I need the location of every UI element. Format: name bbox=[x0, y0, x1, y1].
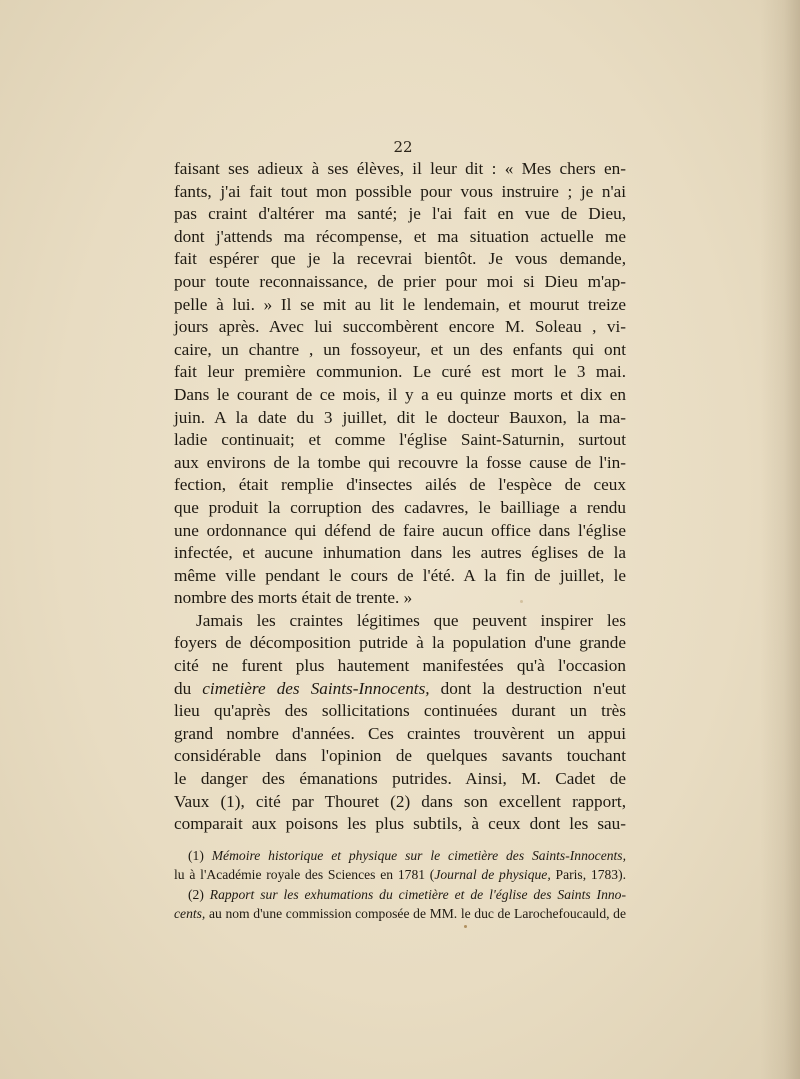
text-fragment: au nom d'une commission composée de MM. le duc de Larochefoucauld, de bbox=[205, 906, 626, 922]
footnote-1-cont bbox=[174, 865, 626, 884]
text-line: fait leur première communion. Le curé est mort le 3 mai. bbox=[174, 362, 626, 382]
paper-speck bbox=[520, 600, 523, 603]
text-line: grand nombre d'années. Ces craintes trouvèrent un appui bbox=[174, 723, 626, 743]
text-line: considérable dans l'opinion de quelques savants touchant bbox=[174, 746, 626, 766]
text-line: le danger des émanations putrides. Ainsi, M. Cadet de bbox=[174, 769, 626, 789]
text-line: foyers de décomposition putride à la population d'une grande bbox=[174, 633, 626, 653]
text-line: ladie continuait; et comme l'église Saint-Saturnin, surtout bbox=[174, 430, 626, 450]
text-line: fants, j'ai fait tout mon possible pour vous instruire ; je n'ai bbox=[174, 181, 626, 201]
text-fragment: du bbox=[174, 678, 203, 698]
text-line: juin. A la date du 3 juillet, dit le docteur Bauxon, la ma- bbox=[174, 407, 626, 427]
paper-speck bbox=[464, 925, 467, 928]
text-line: même ville pendant le cours de l'été. A la fin de juillet, le bbox=[174, 565, 626, 585]
footnote-title: Mémoire historique et physique sur le cimetière des Saints-Innocents, bbox=[211, 848, 626, 863]
text-line: comparait aux poisons les plus subtils, à ceux dont les sau- bbox=[174, 814, 626, 834]
text-line: cité ne furent plus hautement manifestées qu'à l'occasion bbox=[174, 656, 626, 676]
text-line: que produit la corruption des cadavres, le bailliage a rendu bbox=[174, 497, 626, 517]
text-line: caire, un chantre , un fossoyeur, et un des enfants qui ont bbox=[174, 339, 626, 359]
text-line-with-italic bbox=[174, 678, 626, 701]
paragraph-start-line: Jamais les craintes légitimes que peuvent inspirer les bbox=[196, 610, 626, 630]
footnote-marker: (1) bbox=[188, 848, 212, 863]
footnote-2 bbox=[174, 885, 626, 904]
text-line: lieu qu'après des sollicitations continuées durant un très bbox=[174, 701, 626, 721]
main-text bbox=[174, 158, 626, 836]
page-edge-shadow bbox=[760, 0, 800, 1079]
journal-title: Journal de physique, bbox=[434, 867, 551, 883]
text-fragment: Paris, 1783). bbox=[550, 867, 627, 883]
text-line: une ordonnance qui défend de faire aucun office dans l'église bbox=[174, 520, 626, 540]
text-line: pour toute reconnaissance, de prier pour moi si Dieu m'ap- bbox=[174, 271, 626, 291]
text-line: fection, était remplie d'insectes ailés de l'espèce de ceux bbox=[174, 475, 626, 495]
text-fragment: lu à l'Académie royale des Sciences en 1781 ( bbox=[174, 867, 435, 883]
footnote-title: cents, bbox=[174, 906, 206, 922]
text-line: nombre des morts était de trente. » bbox=[174, 588, 413, 608]
italic-title: cimetière des Saints-Innocents, bbox=[202, 678, 430, 698]
text-line: infectée, et aucune inhumation dans les autres églises de la bbox=[174, 543, 626, 563]
text-line: dont j'attends ma récompense, et ma situation actuelle me bbox=[174, 226, 626, 246]
footnote-2-cont bbox=[174, 904, 626, 923]
text-line: Vaux (1), cité par Thouret (2) dans son excellent rapport, bbox=[174, 791, 626, 811]
text-line: Dans le courant de ce mois, il y a eu quinze morts et dix en bbox=[174, 384, 626, 404]
page-number: 22 bbox=[393, 138, 413, 156]
footnote-marker: (2) bbox=[188, 886, 210, 902]
text-line: pas craint d'altérer ma santé; je l'ai fait en vue de Dieu, bbox=[174, 204, 626, 224]
text-line: pelle à lui. » Il se mit au lit le lendemain, et mourut treize bbox=[174, 294, 626, 314]
footnote-title: Rapport sur les exhumations du cimetière et de l'église des Saints Inno- bbox=[209, 886, 627, 902]
footnotes bbox=[174, 846, 626, 924]
text-line: aux environs de la tombe qui recouvre la fosse cause de l'in- bbox=[174, 452, 626, 472]
footnote-1 bbox=[174, 846, 626, 865]
text-line: fait espérer que je la recevrai bientôt. Je vous demande, bbox=[174, 249, 626, 269]
text-fragment: dont la destruction n'eut bbox=[429, 678, 626, 698]
text-line: faisant ses adieux à ses élèves, il leur dit : « Mes chers en- bbox=[174, 159, 626, 178]
text-line: jours après. Avec lui succombèrent encore M. Soleau , vi- bbox=[174, 317, 626, 337]
